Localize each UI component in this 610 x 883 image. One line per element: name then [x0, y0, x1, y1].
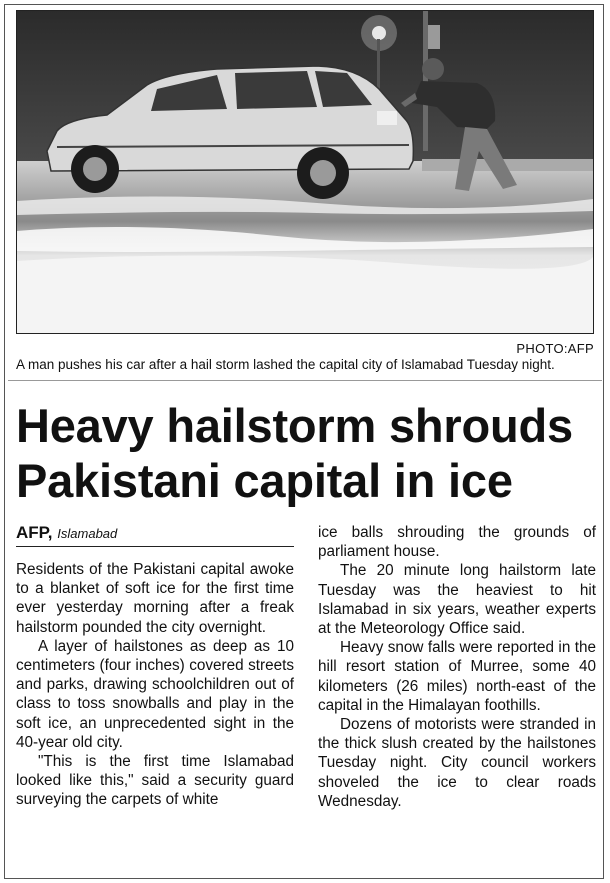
photo-caption: A man pushes his car after a hail storm lashed the capital city of Islamabad Tuesday night. — [16, 357, 555, 372]
paragraph: Heavy snow falls were reported in the hill resort station of Murree, some 40 kilometers (26 miles) north-east of the capital in the Himalayan foothills. — [318, 639, 596, 714]
article-column-1 — [16, 560, 294, 810]
headline — [16, 398, 601, 508]
section-divider — [8, 380, 602, 381]
paragraph: Dozens of motorists were stranded in the thick slush created by the hailstones Tuesday night. City council workers shoveled the ice to clear roads Wednesday. — [318, 716, 596, 810]
article-column-2 — [318, 523, 596, 811]
news-photo — [16, 10, 594, 334]
byline — [16, 523, 117, 543]
byline-agency: AFP, — [16, 523, 53, 542]
paragraph: The 20 minute long hailstorm late Tuesday was the heaviest to hit Islamabad in six years, weather experts at the Meteorology Office said. — [318, 562, 596, 638]
paragraph: Residents of the Pakistani capital awoke to a blanket of soft ice for the first time ever yesterday morning after a freak hailstorm pounded the city overnight. — [16, 561, 294, 636]
byline-divider — [16, 546, 294, 547]
headline-line-1: Heavy hailstorm shrouds — [16, 399, 573, 452]
photo-credit: PHOTO:AFP — [516, 341, 594, 356]
headline-line-2: Pakistani capital in ice — [16, 454, 513, 507]
byline-location: Islamabad — [57, 526, 118, 541]
car-hail-photo-image — [17, 11, 593, 333]
paragraph: ice balls shrouding the grounds of parliament house. — [318, 524, 596, 561]
paragraph: A layer of hailstones as deep as 10 centimeters (four inches) covered streets and parks, drawing schoolchildren out of class to toss snowballs and play in the soft ice, an unprecedented sight in the 40-year old city. — [16, 637, 294, 751]
paragraph: "This is the first time Islamabad looked like this," said a security guard surveying the carpets of white — [16, 753, 294, 809]
